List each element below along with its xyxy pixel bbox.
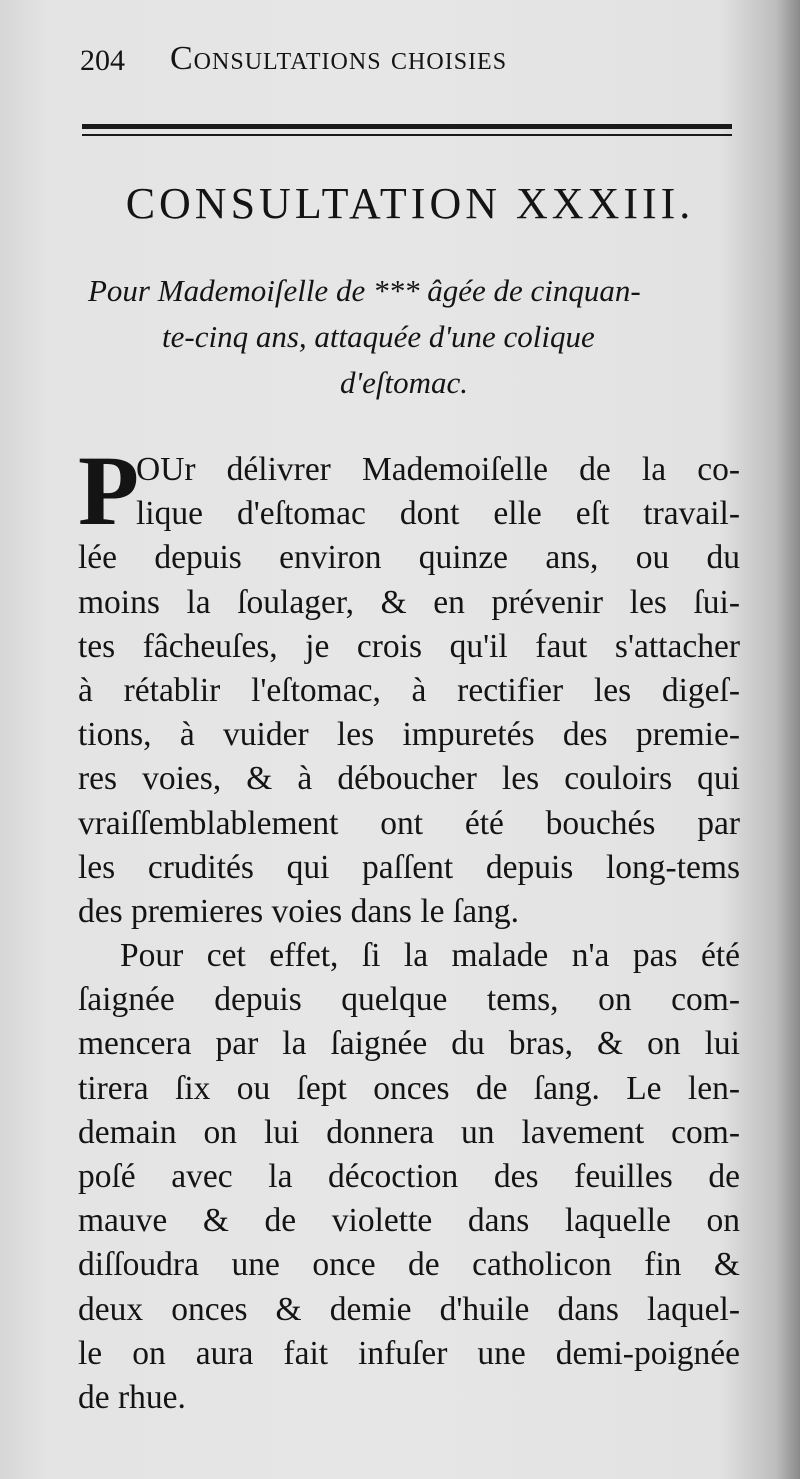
paragraph-line: OUr délivrer Mademoiſelle de la co-	[136, 451, 740, 488]
paragraph-line: lée depuis environ quinze ans, ou du	[78, 539, 740, 577]
paragraph-line: mauve & de violette dans laquelle on	[78, 1202, 740, 1240]
paragraph-line: res voies, & à déboucher les couloirs qui	[78, 760, 740, 798]
paragraph-line: diſſoudra une once de catholicon fin &	[78, 1246, 740, 1284]
paragraph-line: Pour cet effet, ſi la malade n'a pas été	[120, 937, 740, 975]
paragraph-line: lique d'eſtomac dont elle eſt travail-	[136, 495, 740, 533]
paragraph-line: demain on lui donnera un lavement com-	[78, 1113, 740, 1151]
paragraph-line: moins la ſoulager, & en prévenir les ſui-	[78, 583, 740, 621]
subtitle-line: te-cinq ans, attaquée d'une colique	[162, 319, 595, 354]
paragraph-line: tirera ſix ou ſept onces de ſang. Le len-	[78, 1069, 740, 1107]
paragraph-line: de rhue.	[78, 1378, 186, 1416]
paragraph-line: ſaignée depuis quelque tems, on com-	[78, 981, 740, 1019]
subtitle-line: Pour Mademoiſelle de *** âgée de cinquan-	[88, 273, 641, 308]
heading-rule-thick	[82, 124, 732, 129]
body-text	[78, 435, 740, 1420]
subtitle-line: d'eſtomac.	[340, 365, 469, 400]
paragraph-line: tes fâcheuſes, je crois qu'il faut s'attacher	[78, 627, 740, 665]
paragraph-line: deux onces & demie d'huile dans laquel-	[78, 1290, 740, 1328]
consultation-subtitle	[80, 268, 740, 406]
paragraph-line: poſé avec la décoction des feuilles de	[78, 1158, 740, 1195]
paragraph-line: mencera par la ſaignée du bras, & on lui	[78, 1025, 740, 1063]
paragraph-line: vraiſſemblablement ont été bouchés par	[78, 804, 740, 842]
drop-cap: P	[78, 435, 140, 546]
paragraph-line: les crudités qui paſſent depuis long-tems	[78, 848, 740, 886]
paragraph-line: le on aura fait infuſer une demi-poignée	[78, 1334, 740, 1372]
paragraph-line: des premieres voies dans le ſang.	[78, 892, 519, 930]
paragraph-line: tions, à vuider les impuretés des premie-	[78, 716, 740, 754]
running-head	[80, 40, 740, 90]
consultation-heading: CONSULTATION XXXIII.	[125, 179, 695, 228]
page-number: 204	[80, 44, 125, 77]
heading-rule-thin	[82, 134, 732, 136]
paragraph-line: à rétablir l'eſtomac, à rectifier les digeſ-	[78, 671, 740, 709]
running-title: Consultations choisies	[170, 40, 508, 77]
